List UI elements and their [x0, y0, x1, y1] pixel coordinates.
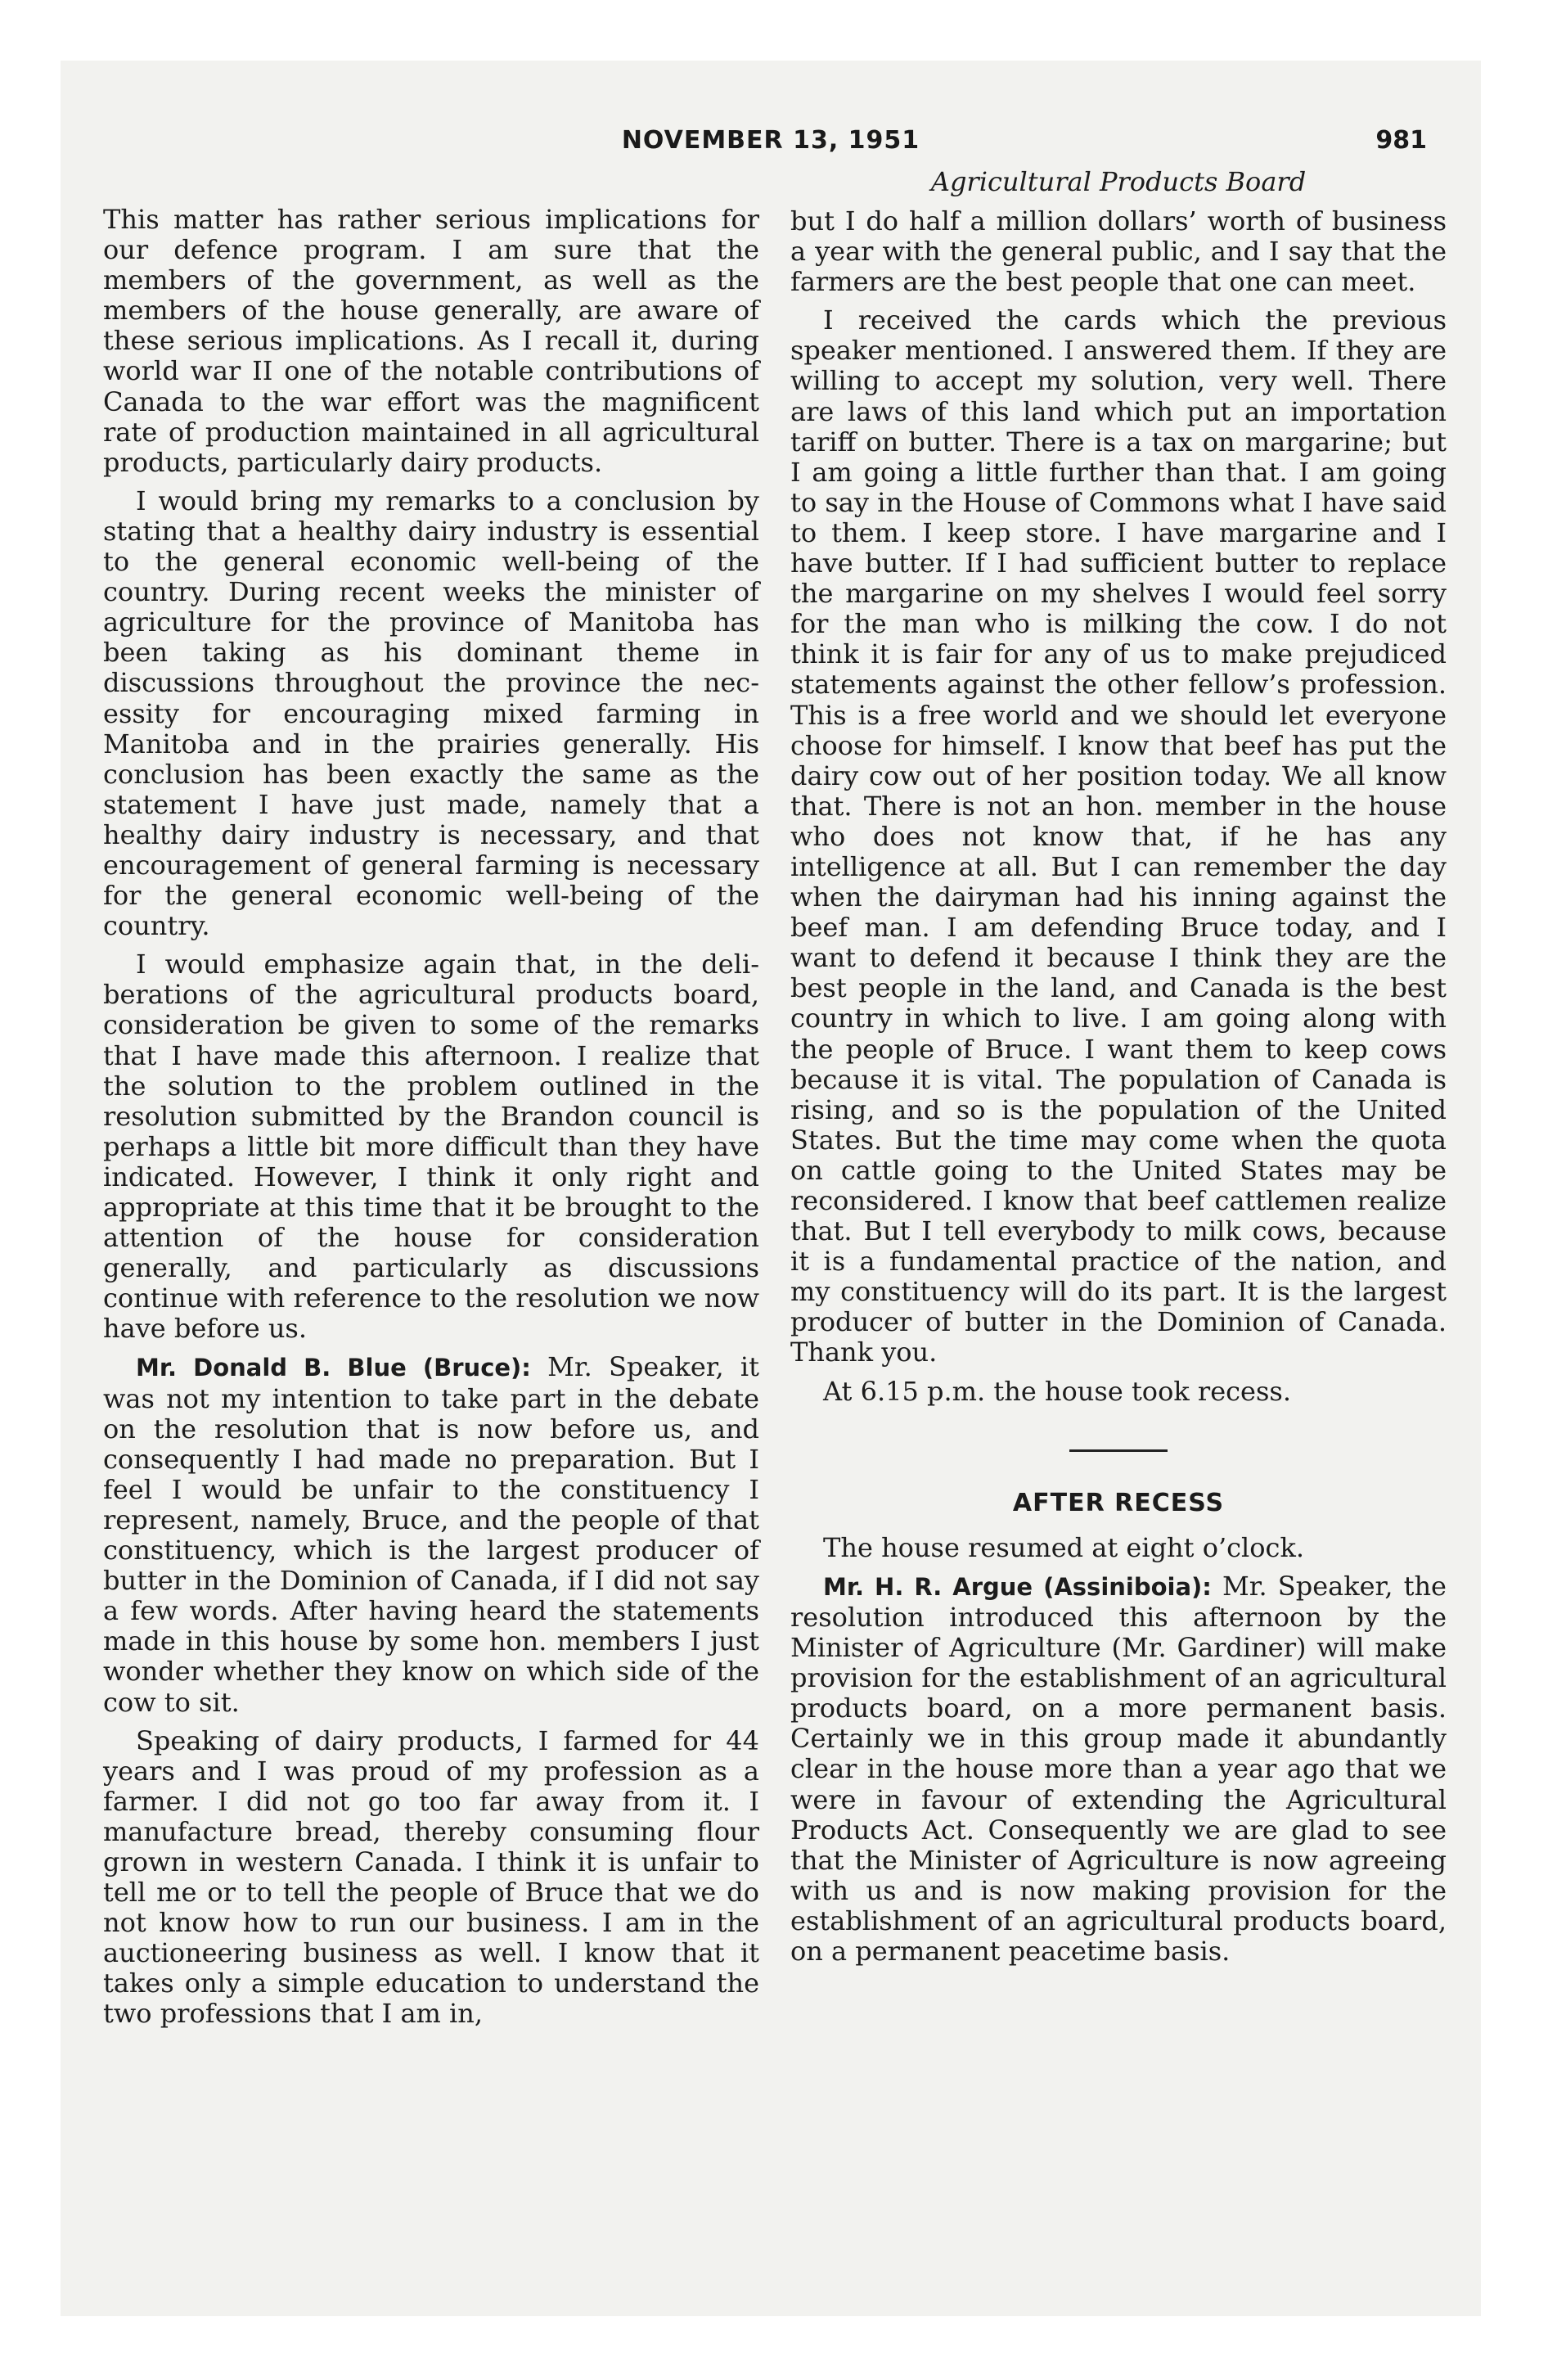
- section-heading: AFTER RECESS: [1012, 1488, 1225, 1517]
- left-column: [103, 205, 759, 2038]
- running-head: [61, 126, 1481, 164]
- paragraph: I would emphasize again that, in the deliberations of the agricultural products board, consideration be given to some of the remarks that I have made this afternoon. I realize that the solution to the problem outlined in the resolution submitted by the Brandon council is perhaps a little bit more difficult than they have indicated. However, I think it only right and appropriate at this time that it be brought to the attention of the house for consideration generally, and particularly as discussions continue with reference to the resolution we now have before us.: [103, 949, 759, 1345]
- paragraph: At 6.15 p.m. the house took recess.: [823, 1375, 1291, 1407]
- paragraph: This matter has rather serious implications for our defence program. I am sure that the members of the government, as well as the members of the house generally, are aware of these serious implications. As I recall it, during world war II one of the notable contributions of Canada to the war effort was the magnificent rate of production maintained in all agricultural products, particularly dairy products.: [103, 204, 759, 478]
- paragraph: I received the cards which the previous speaker mentioned. I answered them. If they are willing to accept my solution, very well. There are laws of this land which put an importation tariff on butter. There is a tax on margarine; but I am going a little further than that. I am going to say in the House of Commons what I have said to them. I keep store. I have margarine and I have butter. If I had sufficient butter to replace the margarine on my shelves I would feel sorry for the man who is milking the cow. I do not think it is fair for any of us to make prejudiced statements against the other fellow’s profession. This is a free world and we should let everyone choose for himself. I know that beef has put the dairy cow out of her position today. We all know that. There is not an hon. member in the house who does not know that, if he has any intelligence at all. But I can remember the day when the dairyman had his inning against the beef man. I am defending Bruce today, and I want to defend it because I think they are the best people in the land, and Canada is the best country in which to live. I am going along with the people of Bruce. I want them to keep cows because it is vital. The population of Canada is rising, and so is the population of the United States. But the time may come when the quota on cattle going to the United States may be reconsidered. I know that beef cattlemen realize that. But I tell everybody to milk cows, because it is a fundamental practice of the nation, and my constituency will do its part. It is the largest producer of butter in the Dominion of Canada. Thank you.: [790, 304, 1447, 1368]
- scanned-page: [61, 61, 1481, 2316]
- section-divider: [1069, 1449, 1168, 1452]
- speech-text: Mr. Speaker, the resolution introduced this afternoon by the Minister of Agriculture (Mr. Gardiner) will make provision for the establishment of an agricultural products board, on a more permanent basis. Certainly we in this group made it abundantly clear in the house more than a year ago that we were in favour of extending the Agricultural Products Act. Consequently we are glad to see that the Minister of Agriculture is now agreeing with us and is now making provision for the establishment of an agricultural products board, on a permanent peacetime basis.: [790, 1570, 1447, 1967]
- speech-blue: [103, 1352, 759, 1717]
- header-date: NOVEMBER 13, 1951: [621, 126, 920, 155]
- speech-text: Mr. Speaker, it was not my intention to take part in the debate on the resolution that is now before us, and consequently I had made no preparation. But I feel I would be unfair to the constituency I represent, namely, Bruce, and the people of that constituency, which is the largest producer of butter in the Dominion of Canada, if I did not say a few words. After having heard the statements made in this house by some hon. members I just wonder whether they know on which side of the cow to sit.: [103, 1351, 759, 1718]
- speaker-name: Mr. Donald B. Blue (Bruce):: [136, 1354, 531, 1382]
- paragraph: Speaking of dairy products, I farmed for 44 years and I was proud of my profession as a farmer. I did not go too far away from it. I manufacture bread, thereby consuming flour grown in western Canada. I think it is unfair to tell me or to tell the people of Bruce that we do not know how to run our business. I am in the auctioneering business as well. I know that it takes only a simple education to understand the two professions that I am in,: [103, 1724, 759, 2030]
- paragraph: I would bring my remarks to a conclusion by stating that a healthy dairy industry is essential to the general economic well-being of the country. During recent weeks the minister of agriculture for the province of Manitoba has been taking as his dominant theme in discussions throughout the province the necessity for encouraging mixed farming in Manitoba and in the prairies generally. His conclusion has been exactly the same as the statement I have just made, namely that a healthy dairy industry is necessary, and that encouragement of general farming is necessary for the general economic well-being of the country.: [103, 485, 759, 942]
- paragraph: The house resumed at eight o’clock.: [823, 1531, 1305, 1563]
- subject-heading: Agricultural Products Board: [930, 166, 1307, 197]
- right-column: [790, 166, 1447, 1975]
- paragraph: but I do half a million dollars’ worth of business a year with the general public, and I say that the farmers are the best people that one can meet.: [790, 205, 1447, 298]
- page-number: 981: [1375, 126, 1427, 155]
- speaker-name: Mr. H. R. Argue (Assiniboia):: [823, 1572, 1212, 1601]
- speech-argue: [790, 1571, 1447, 1967]
